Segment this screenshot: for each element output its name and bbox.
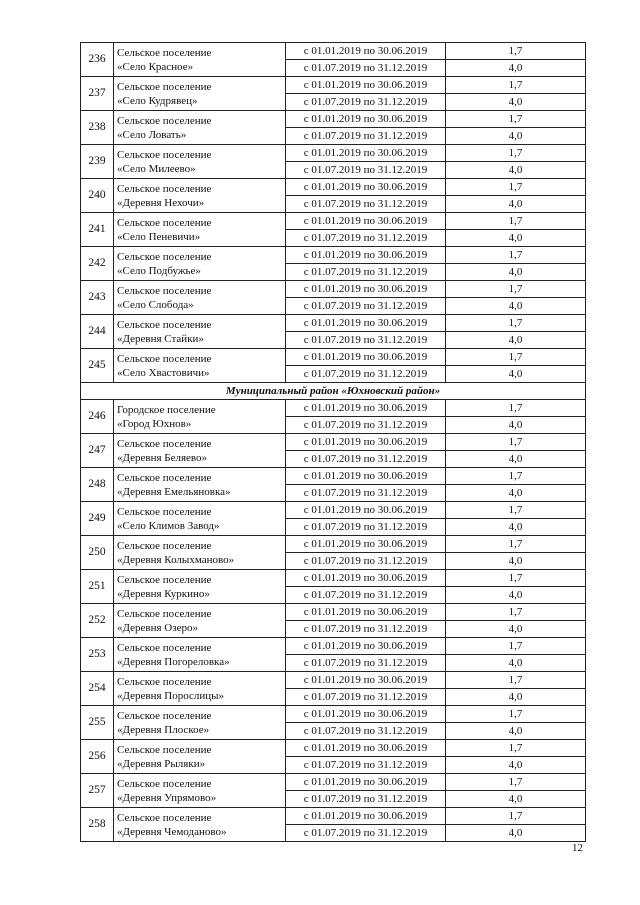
settlement-title: «Деревня Погореловка»: [117, 655, 230, 668]
settlement-type: Сельское поселение: [117, 114, 212, 127]
value-first-half: 1,7: [446, 706, 586, 723]
settlement-name: [114, 604, 286, 638]
table-row: [81, 740, 586, 757]
settlement-title: «Деревня Плоское»: [117, 723, 210, 736]
row-number: 241: [81, 213, 114, 247]
period-second-half: с 01.07.2019 по 31.12.2019: [286, 621, 446, 638]
period-first-half: с 01.01.2019 по 30.06.2019: [286, 315, 446, 332]
page-number: 12: [572, 842, 583, 854]
settlement-type: Сельское поселение: [117, 573, 212, 586]
row-number: 238: [81, 111, 114, 145]
settlement-title: «Деревня Чемоданово»: [117, 825, 227, 838]
table-row: [81, 774, 586, 791]
period-second-half: с 01.07.2019 по 31.12.2019: [286, 723, 446, 740]
period-first-half: с 01.01.2019 по 30.06.2019: [286, 740, 446, 757]
settlement-type: Городское поселение: [117, 403, 216, 416]
settlement-type: Сельское поселение: [117, 148, 212, 161]
period-first-half: с 01.01.2019 по 30.06.2019: [286, 400, 446, 417]
table-row: [81, 536, 586, 553]
value-first-half: 1,7: [446, 247, 586, 264]
period-second-half: с 01.07.2019 по 31.12.2019: [286, 587, 446, 604]
value-first-half: 1,7: [446, 179, 586, 196]
period-second-half: с 01.07.2019 по 31.12.2019: [286, 757, 446, 774]
period-first-half: с 01.01.2019 по 30.06.2019: [286, 604, 446, 621]
value-first-half: 1,7: [446, 536, 586, 553]
settlement-type: Сельское поселение: [117, 675, 212, 688]
settlement-name: [114, 179, 286, 213]
table-row: [81, 604, 586, 621]
period-first-half: с 01.01.2019 по 30.06.2019: [286, 111, 446, 128]
row-number: 247: [81, 434, 114, 468]
tariff-table-body: [81, 43, 586, 842]
settlement-name: [114, 43, 286, 77]
settlement-title: «Село Подбужье»: [117, 264, 201, 277]
settlement-type: Сельское поселение: [117, 539, 212, 552]
row-number: 246: [81, 400, 114, 434]
row-number: 249: [81, 502, 114, 536]
settlement-title: «Село Ловать»: [117, 128, 187, 141]
settlement-name: [114, 281, 286, 315]
period-first-half: с 01.01.2019 по 30.06.2019: [286, 570, 446, 587]
settlement-title: «Село Милеево»: [117, 162, 196, 175]
period-second-half: с 01.07.2019 по 31.12.2019: [286, 196, 446, 213]
settlement-name: [114, 400, 286, 434]
settlement-title: «Деревня Нехочи»: [117, 196, 205, 209]
period-first-half: с 01.01.2019 по 30.06.2019: [286, 706, 446, 723]
value-first-half: 1,7: [446, 400, 586, 417]
value-first-half: 1,7: [446, 808, 586, 825]
row-number: 257: [81, 774, 114, 808]
settlement-type: Сельское поселение: [117, 250, 212, 263]
settlement-title: «Город Юхнов»: [117, 417, 192, 430]
settlement-name: [114, 111, 286, 145]
tariff-table: [80, 42, 586, 842]
table-row: [81, 468, 586, 485]
district-title: Муниципальный район «Юхновский район»: [81, 383, 586, 400]
row-number: 243: [81, 281, 114, 315]
settlement-title: «Село Красное»: [117, 60, 194, 73]
row-number: 251: [81, 570, 114, 604]
settlement-name: [114, 502, 286, 536]
period-first-half: с 01.01.2019 по 30.06.2019: [286, 774, 446, 791]
settlement-type: Сельское поселение: [117, 709, 212, 722]
period-second-half: с 01.07.2019 по 31.12.2019: [286, 128, 446, 145]
value-second-half: 4,0: [446, 332, 586, 349]
row-number: 239: [81, 145, 114, 179]
value-second-half: 4,0: [446, 791, 586, 808]
period-second-half: с 01.07.2019 по 31.12.2019: [286, 825, 446, 842]
table-row: [81, 349, 586, 366]
value-first-half: 1,7: [446, 672, 586, 689]
value-second-half: 4,0: [446, 655, 586, 672]
period-first-half: с 01.01.2019 по 30.06.2019: [286, 145, 446, 162]
settlement-name: [114, 638, 286, 672]
value-second-half: 4,0: [446, 587, 586, 604]
settlement-type: Сельское поселение: [117, 743, 212, 756]
row-number: 253: [81, 638, 114, 672]
period-first-half: с 01.01.2019 по 30.06.2019: [286, 281, 446, 298]
settlement-title: «Деревня Емельяновка»: [117, 485, 231, 498]
value-first-half: 1,7: [446, 43, 586, 60]
settlement-type: Сельское поселение: [117, 471, 212, 484]
value-first-half: 1,7: [446, 111, 586, 128]
value-first-half: 1,7: [446, 315, 586, 332]
period-second-half: с 01.07.2019 по 31.12.2019: [286, 655, 446, 672]
table-row: [81, 400, 586, 417]
settlement-title: «Деревня Порослицы»: [117, 689, 225, 702]
row-number: 248: [81, 468, 114, 502]
settlement-name: [114, 349, 286, 383]
value-first-half: 1,7: [446, 281, 586, 298]
value-second-half: 4,0: [446, 519, 586, 536]
settlement-title: «Село Кудрявец»: [117, 94, 198, 107]
table-row: [81, 179, 586, 196]
settlement-name: [114, 145, 286, 179]
settlement-name: [114, 247, 286, 281]
settlement-title: «Деревня Упрямово»: [117, 791, 217, 804]
table-row: [81, 638, 586, 655]
row-number: 256: [81, 740, 114, 774]
value-first-half: 1,7: [446, 638, 586, 655]
settlement-name: [114, 808, 286, 842]
value-second-half: 4,0: [446, 621, 586, 638]
period-first-half: с 01.01.2019 по 30.06.2019: [286, 638, 446, 655]
period-first-half: с 01.01.2019 по 30.06.2019: [286, 434, 446, 451]
value-first-half: 1,7: [446, 570, 586, 587]
value-first-half: 1,7: [446, 213, 586, 230]
value-second-half: 4,0: [446, 553, 586, 570]
settlement-name: [114, 774, 286, 808]
value-second-half: 4,0: [446, 298, 586, 315]
period-second-half: с 01.07.2019 по 31.12.2019: [286, 689, 446, 706]
settlement-type: Сельское поселение: [117, 777, 212, 790]
row-number: 236: [81, 43, 114, 77]
table-row: [81, 570, 586, 587]
value-first-half: 1,7: [446, 349, 586, 366]
settlement-type: Сельское поселение: [117, 505, 212, 518]
settlement-name: [114, 570, 286, 604]
settlement-title: «Село Слобода»: [117, 298, 194, 311]
value-second-half: 4,0: [446, 723, 586, 740]
row-number: 258: [81, 808, 114, 842]
settlement-name: [114, 434, 286, 468]
period-second-half: с 01.07.2019 по 31.12.2019: [286, 162, 446, 179]
value-second-half: 4,0: [446, 60, 586, 77]
settlement-type: Сельское поселение: [117, 80, 212, 93]
settlement-title: «Деревня Куркино»: [117, 587, 210, 600]
settlement-name: [114, 77, 286, 111]
period-second-half: с 01.07.2019 по 31.12.2019: [286, 519, 446, 536]
table-row: [81, 43, 586, 60]
settlement-type: Сельское поселение: [117, 182, 212, 195]
table-row: [81, 502, 586, 519]
settlement-title: «Село Пеневичи»: [117, 230, 201, 243]
value-second-half: 4,0: [446, 757, 586, 774]
settlement-name: [114, 213, 286, 247]
value-second-half: 4,0: [446, 417, 586, 434]
value-first-half: 1,7: [446, 604, 586, 621]
table-row: [81, 281, 586, 298]
settlement-title: «Деревня Стайки»: [117, 332, 204, 345]
table-row: [81, 111, 586, 128]
settlement-type: Сельское поселение: [117, 437, 212, 450]
value-second-half: 4,0: [446, 825, 586, 842]
period-second-half: с 01.07.2019 по 31.12.2019: [286, 791, 446, 808]
row-number: 244: [81, 315, 114, 349]
period-second-half: с 01.07.2019 по 31.12.2019: [286, 553, 446, 570]
value-first-half: 1,7: [446, 468, 586, 485]
table-row: [81, 808, 586, 825]
table-row: [81, 77, 586, 94]
row-number: 240: [81, 179, 114, 213]
settlement-type: Сельское поселение: [117, 607, 212, 620]
value-second-half: 4,0: [446, 689, 586, 706]
value-second-half: 4,0: [446, 94, 586, 111]
value-first-half: 1,7: [446, 502, 586, 519]
period-first-half: с 01.01.2019 по 30.06.2019: [286, 247, 446, 264]
period-second-half: с 01.07.2019 по 31.12.2019: [286, 451, 446, 468]
value-second-half: 4,0: [446, 128, 586, 145]
period-first-half: с 01.01.2019 по 30.06.2019: [286, 179, 446, 196]
table-row: [81, 706, 586, 723]
settlement-type: Сельское поселение: [117, 318, 212, 331]
value-first-half: 1,7: [446, 145, 586, 162]
row-number: 250: [81, 536, 114, 570]
row-number: 237: [81, 77, 114, 111]
settlement-title: «Деревня Рыляки»: [117, 757, 206, 770]
value-first-half: 1,7: [446, 740, 586, 757]
period-second-half: с 01.07.2019 по 31.12.2019: [286, 94, 446, 111]
table-row: [81, 672, 586, 689]
settlement-name: [114, 468, 286, 502]
period-second-half: с 01.07.2019 по 31.12.2019: [286, 417, 446, 434]
value-first-half: 1,7: [446, 77, 586, 94]
table-row: [81, 315, 586, 332]
value-second-half: 4,0: [446, 196, 586, 213]
settlement-name: [114, 536, 286, 570]
settlement-title: «Деревня Беляево»: [117, 451, 208, 464]
row-number: 252: [81, 604, 114, 638]
settlement-type: Сельское поселение: [117, 352, 212, 365]
period-first-half: с 01.01.2019 по 30.06.2019: [286, 43, 446, 60]
value-second-half: 4,0: [446, 366, 586, 383]
table-row: [81, 434, 586, 451]
value-second-half: 4,0: [446, 264, 586, 281]
period-first-half: с 01.01.2019 по 30.06.2019: [286, 213, 446, 230]
row-number: 242: [81, 247, 114, 281]
period-second-half: с 01.07.2019 по 31.12.2019: [286, 366, 446, 383]
value-second-half: 4,0: [446, 230, 586, 247]
row-number: 245: [81, 349, 114, 383]
period-second-half: с 01.07.2019 по 31.12.2019: [286, 332, 446, 349]
settlement-title: «Село Хвастовичи»: [117, 366, 210, 379]
period-first-half: с 01.01.2019 по 30.06.2019: [286, 349, 446, 366]
settlement-name: [114, 706, 286, 740]
period-second-half: с 01.07.2019 по 31.12.2019: [286, 485, 446, 502]
value-second-half: 4,0: [446, 485, 586, 502]
value-first-half: 1,7: [446, 774, 586, 791]
settlement-title: «Деревня Колыхманово»: [117, 553, 235, 566]
table-row: [81, 213, 586, 230]
period-second-half: с 01.07.2019 по 31.12.2019: [286, 298, 446, 315]
settlement-title: «Деревня Озеро»: [117, 621, 198, 634]
period-second-half: с 01.07.2019 по 31.12.2019: [286, 60, 446, 77]
period-first-half: с 01.01.2019 по 30.06.2019: [286, 808, 446, 825]
row-number: 255: [81, 706, 114, 740]
row-number: 254: [81, 672, 114, 706]
settlement-type: Сельское поселение: [117, 216, 212, 229]
period-first-half: с 01.01.2019 по 30.06.2019: [286, 77, 446, 94]
period-first-half: с 01.01.2019 по 30.06.2019: [286, 502, 446, 519]
period-first-half: с 01.01.2019 по 30.06.2019: [286, 672, 446, 689]
period-second-half: с 01.07.2019 по 31.12.2019: [286, 230, 446, 247]
district-header-row: [81, 383, 586, 400]
table-row: [81, 247, 586, 264]
period-first-half: с 01.01.2019 по 30.06.2019: [286, 468, 446, 485]
table-row: [81, 145, 586, 162]
value-first-half: 1,7: [446, 434, 586, 451]
settlement-name: [114, 315, 286, 349]
settlement-name: [114, 672, 286, 706]
settlement-type: Сельское поселение: [117, 641, 212, 654]
settlement-title: «Село Климов Завод»: [117, 519, 220, 532]
period-second-half: с 01.07.2019 по 31.12.2019: [286, 264, 446, 281]
settlement-name: [114, 740, 286, 774]
settlement-type: Сельское поселение: [117, 811, 212, 824]
value-second-half: 4,0: [446, 451, 586, 468]
settlement-type: Сельское поселение: [117, 46, 212, 59]
period-first-half: с 01.01.2019 по 30.06.2019: [286, 536, 446, 553]
settlement-type: Сельское поселение: [117, 284, 212, 297]
value-second-half: 4,0: [446, 162, 586, 179]
